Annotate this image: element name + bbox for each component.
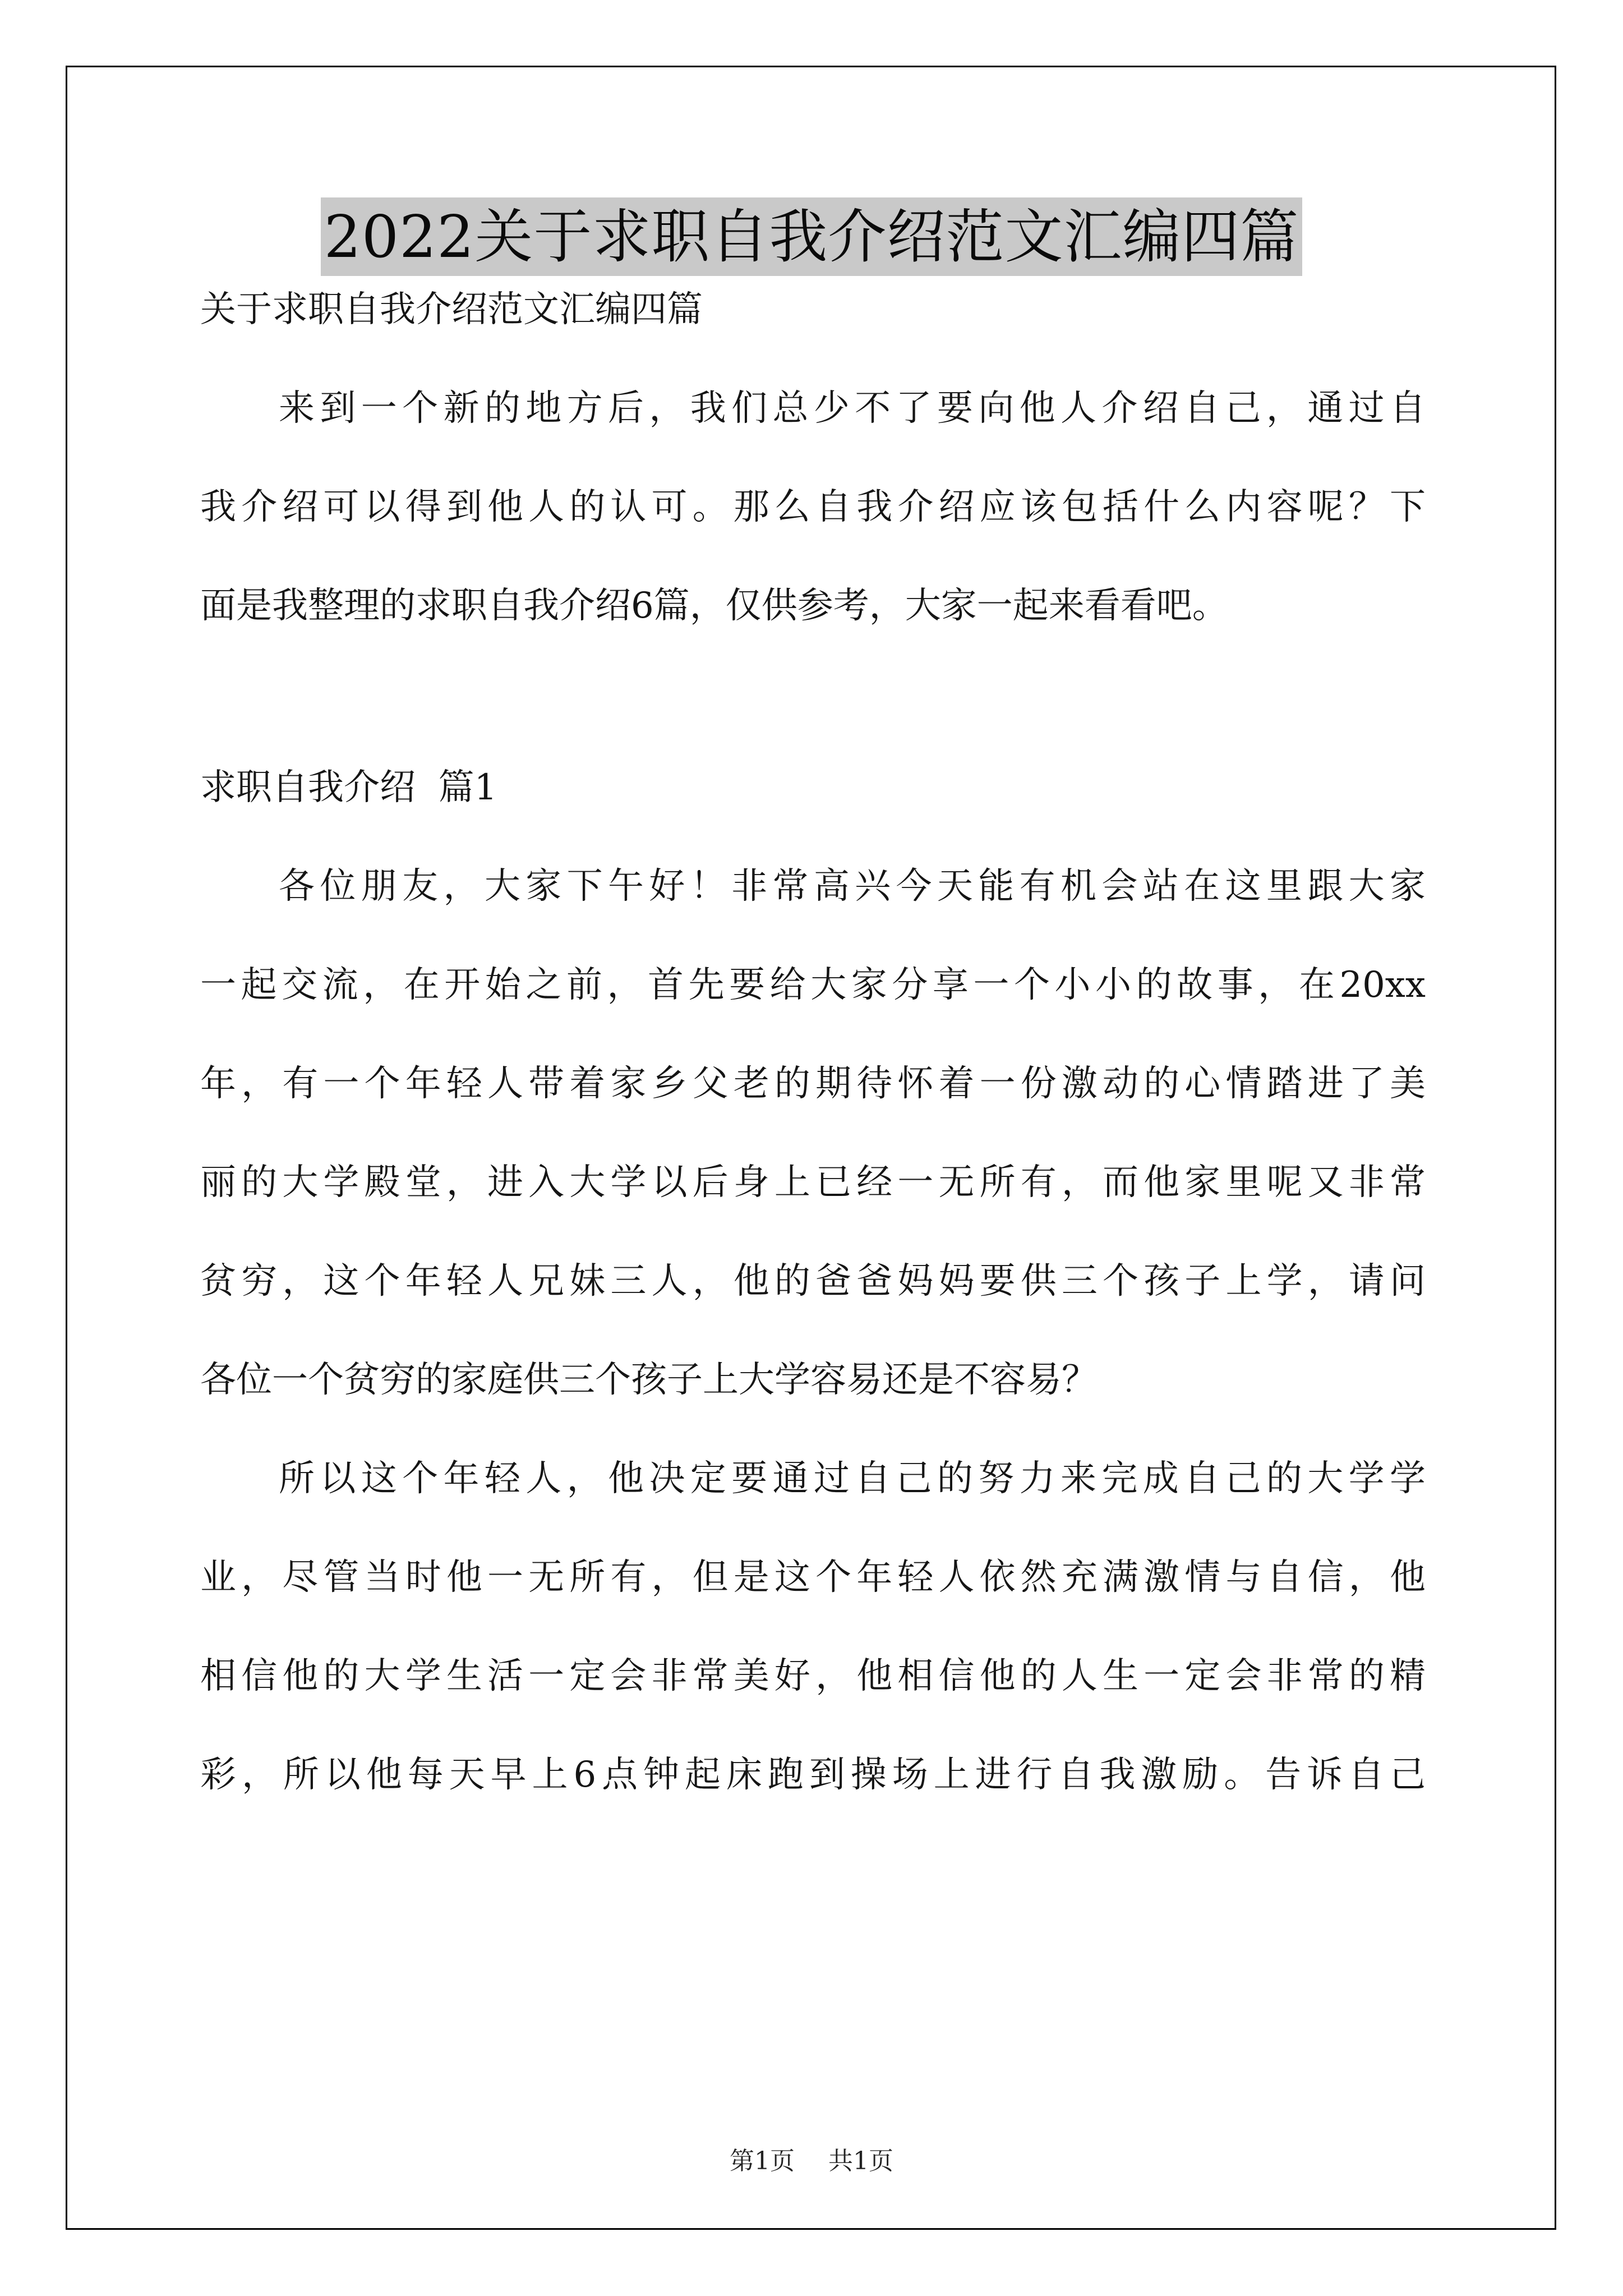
paragraph-line-text: 年，有一个年轻人带着家乡父老的期待怀着一份激动的心情踏进了美 [200,1063,1426,1105]
paragraph-line-text: 各位一个贫穷的家庭供三个孩子上大学容易还是不容易？ [200,1359,1098,1401]
intro-line [200,585,1426,627]
paragraph-line [200,866,1426,907]
paragraph-line-text: 一起交流，在开始之前，首先要给大家分享一个小小的故事，在20xx [200,964,1426,1006]
paragraph-line-text: 彩，所以他每天早上6点钟起床跑到操场上进行自我激励。告诉自己 [200,1754,1426,1796]
paragraph-line-text: 所以这个年轻人，他决定要通过自己的努力来完成自己的大学学 [279,1458,1426,1499]
intro-line-text: 我介绍可以得到他人的认可。那么自我介绍应该包括什么内容呢？下 [200,486,1426,528]
intro-line-text: 面是我整理的求职自我介绍6篇，仅供参考，大家一起来看看吧。 [200,585,1228,627]
page-number: 第1页 [730,2147,795,2175]
paragraph-line [200,1458,1426,1499]
intro-line [200,486,1426,528]
paragraph-line-text: 丽的大学殿堂，进入大学以后身上已经一无所有，而他家里呢又非常 [200,1162,1426,1203]
paragraph-line [200,964,1426,1006]
paragraph-line [200,1162,1426,1203]
paragraph-line-text: 贫穷，这个年轻人兄妹三人，他的爸爸妈妈要供三个孩子上学，请问 [200,1260,1426,1302]
paragraph-line [200,1754,1426,1796]
document-subtitle: 关于求职自我介绍范文汇编四篇 [200,289,703,330]
paragraph-line [200,1359,1426,1401]
document-body [200,289,1426,1796]
page-footer [0,2147,1623,2175]
paragraph-line-text: 各位朋友，大家下午好！非常高兴今天能有机会站在这里跟大家 [279,866,1426,907]
title-container [0,197,1623,276]
paragraph-line [200,1557,1426,1598]
paragraph-line-text: 相信他的大学生活一定会非常美好，他相信他的人生一定会非常的精 [200,1655,1426,1697]
paragraph-line [200,1655,1426,1697]
intro-line-text: 来到一个新的地方后，我们总少不了要向他人介绍自己，通过自 [279,388,1426,429]
paragraph-line [200,1063,1426,1105]
paragraph-line-text: 业，尽管当时他一无所有，但是这个年轻人依然充满激情与自信，他 [200,1557,1426,1598]
page-total: 共1页 [828,2147,893,2175]
document-title: 2022关于求职自我介绍范文汇编四篇 [321,197,1303,276]
section-heading: 求职自我介绍 篇1 [200,767,497,808]
paragraph-line [200,1260,1426,1302]
intro-line [200,388,1426,429]
